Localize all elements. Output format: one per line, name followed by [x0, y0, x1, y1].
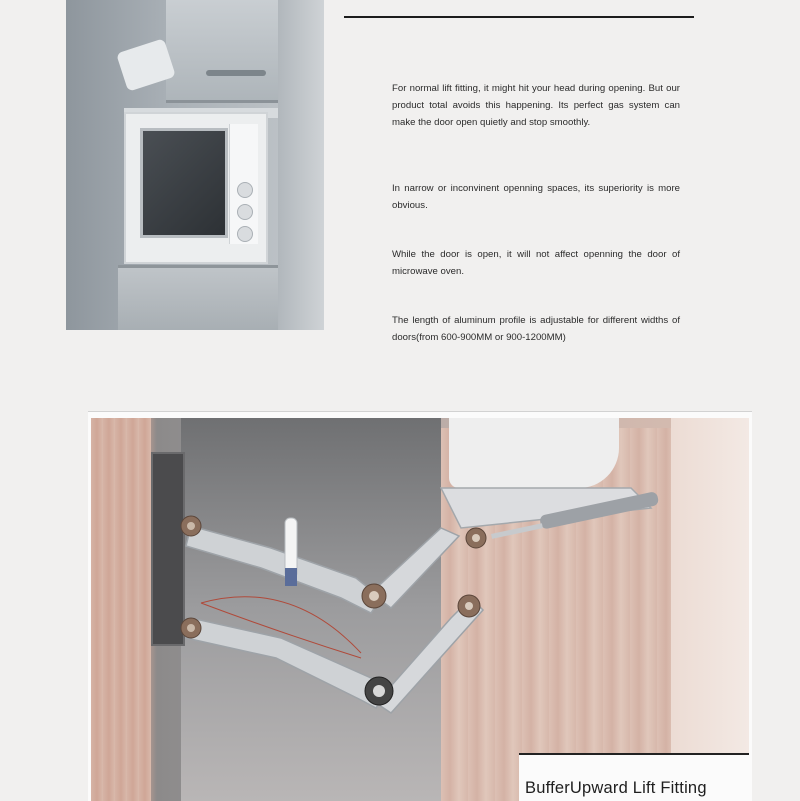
- lower-arm: [186, 618, 386, 708]
- feature-paragraph-microwave: While the door is open, it will not affect openning the door of microwave oven.: [392, 249, 680, 277]
- microwave-knob: [237, 182, 253, 198]
- lift-fitting-photo-frame: [88, 411, 752, 801]
- microwave-control-panel: [229, 124, 258, 244]
- pivot-screw: [466, 528, 486, 548]
- buffer-piston-tip: [285, 568, 297, 586]
- lift-fitting-photo: [91, 418, 749, 801]
- feature-paragraph-narrow-spaces: In narrow or inconvinent openning spaces, its superiority is more obvious.: [392, 183, 680, 211]
- microwave-knob: [237, 204, 253, 220]
- microwave-knob: [237, 226, 253, 242]
- caption-box: [519, 753, 749, 801]
- feature-paragraph-adjustable-length: The length of aluminum profile is adjustable for different widths of doors(from 600-900MM or 900-1200MM): [392, 315, 680, 343]
- cabinet-side-wall: [278, 0, 324, 330]
- pivot-screw: [181, 618, 201, 638]
- pivot-screw: [181, 516, 201, 536]
- cabinet-handle: [206, 70, 266, 76]
- pivot-screw: [365, 677, 393, 705]
- microwave-window: [140, 128, 228, 238]
- kitchen-cabinet-photo: [66, 0, 324, 330]
- lift-mechanism-illustration: [91, 418, 749, 801]
- feature-paragraph-head-clearance: For normal lift fitting, it might hit your head during opening. But our product total avoids this happening. Its perfect gas system can make the door open quietly and stop smoothly.: [392, 83, 680, 128]
- microwave-oven: [124, 112, 268, 264]
- top-divider-rule: [344, 16, 694, 18]
- product-caption: BufferUpward Lift Fitting: [525, 779, 707, 797]
- pivot-screw: [458, 595, 480, 617]
- gas-strut-rod: [491, 523, 543, 539]
- pivot-screw: [362, 584, 386, 608]
